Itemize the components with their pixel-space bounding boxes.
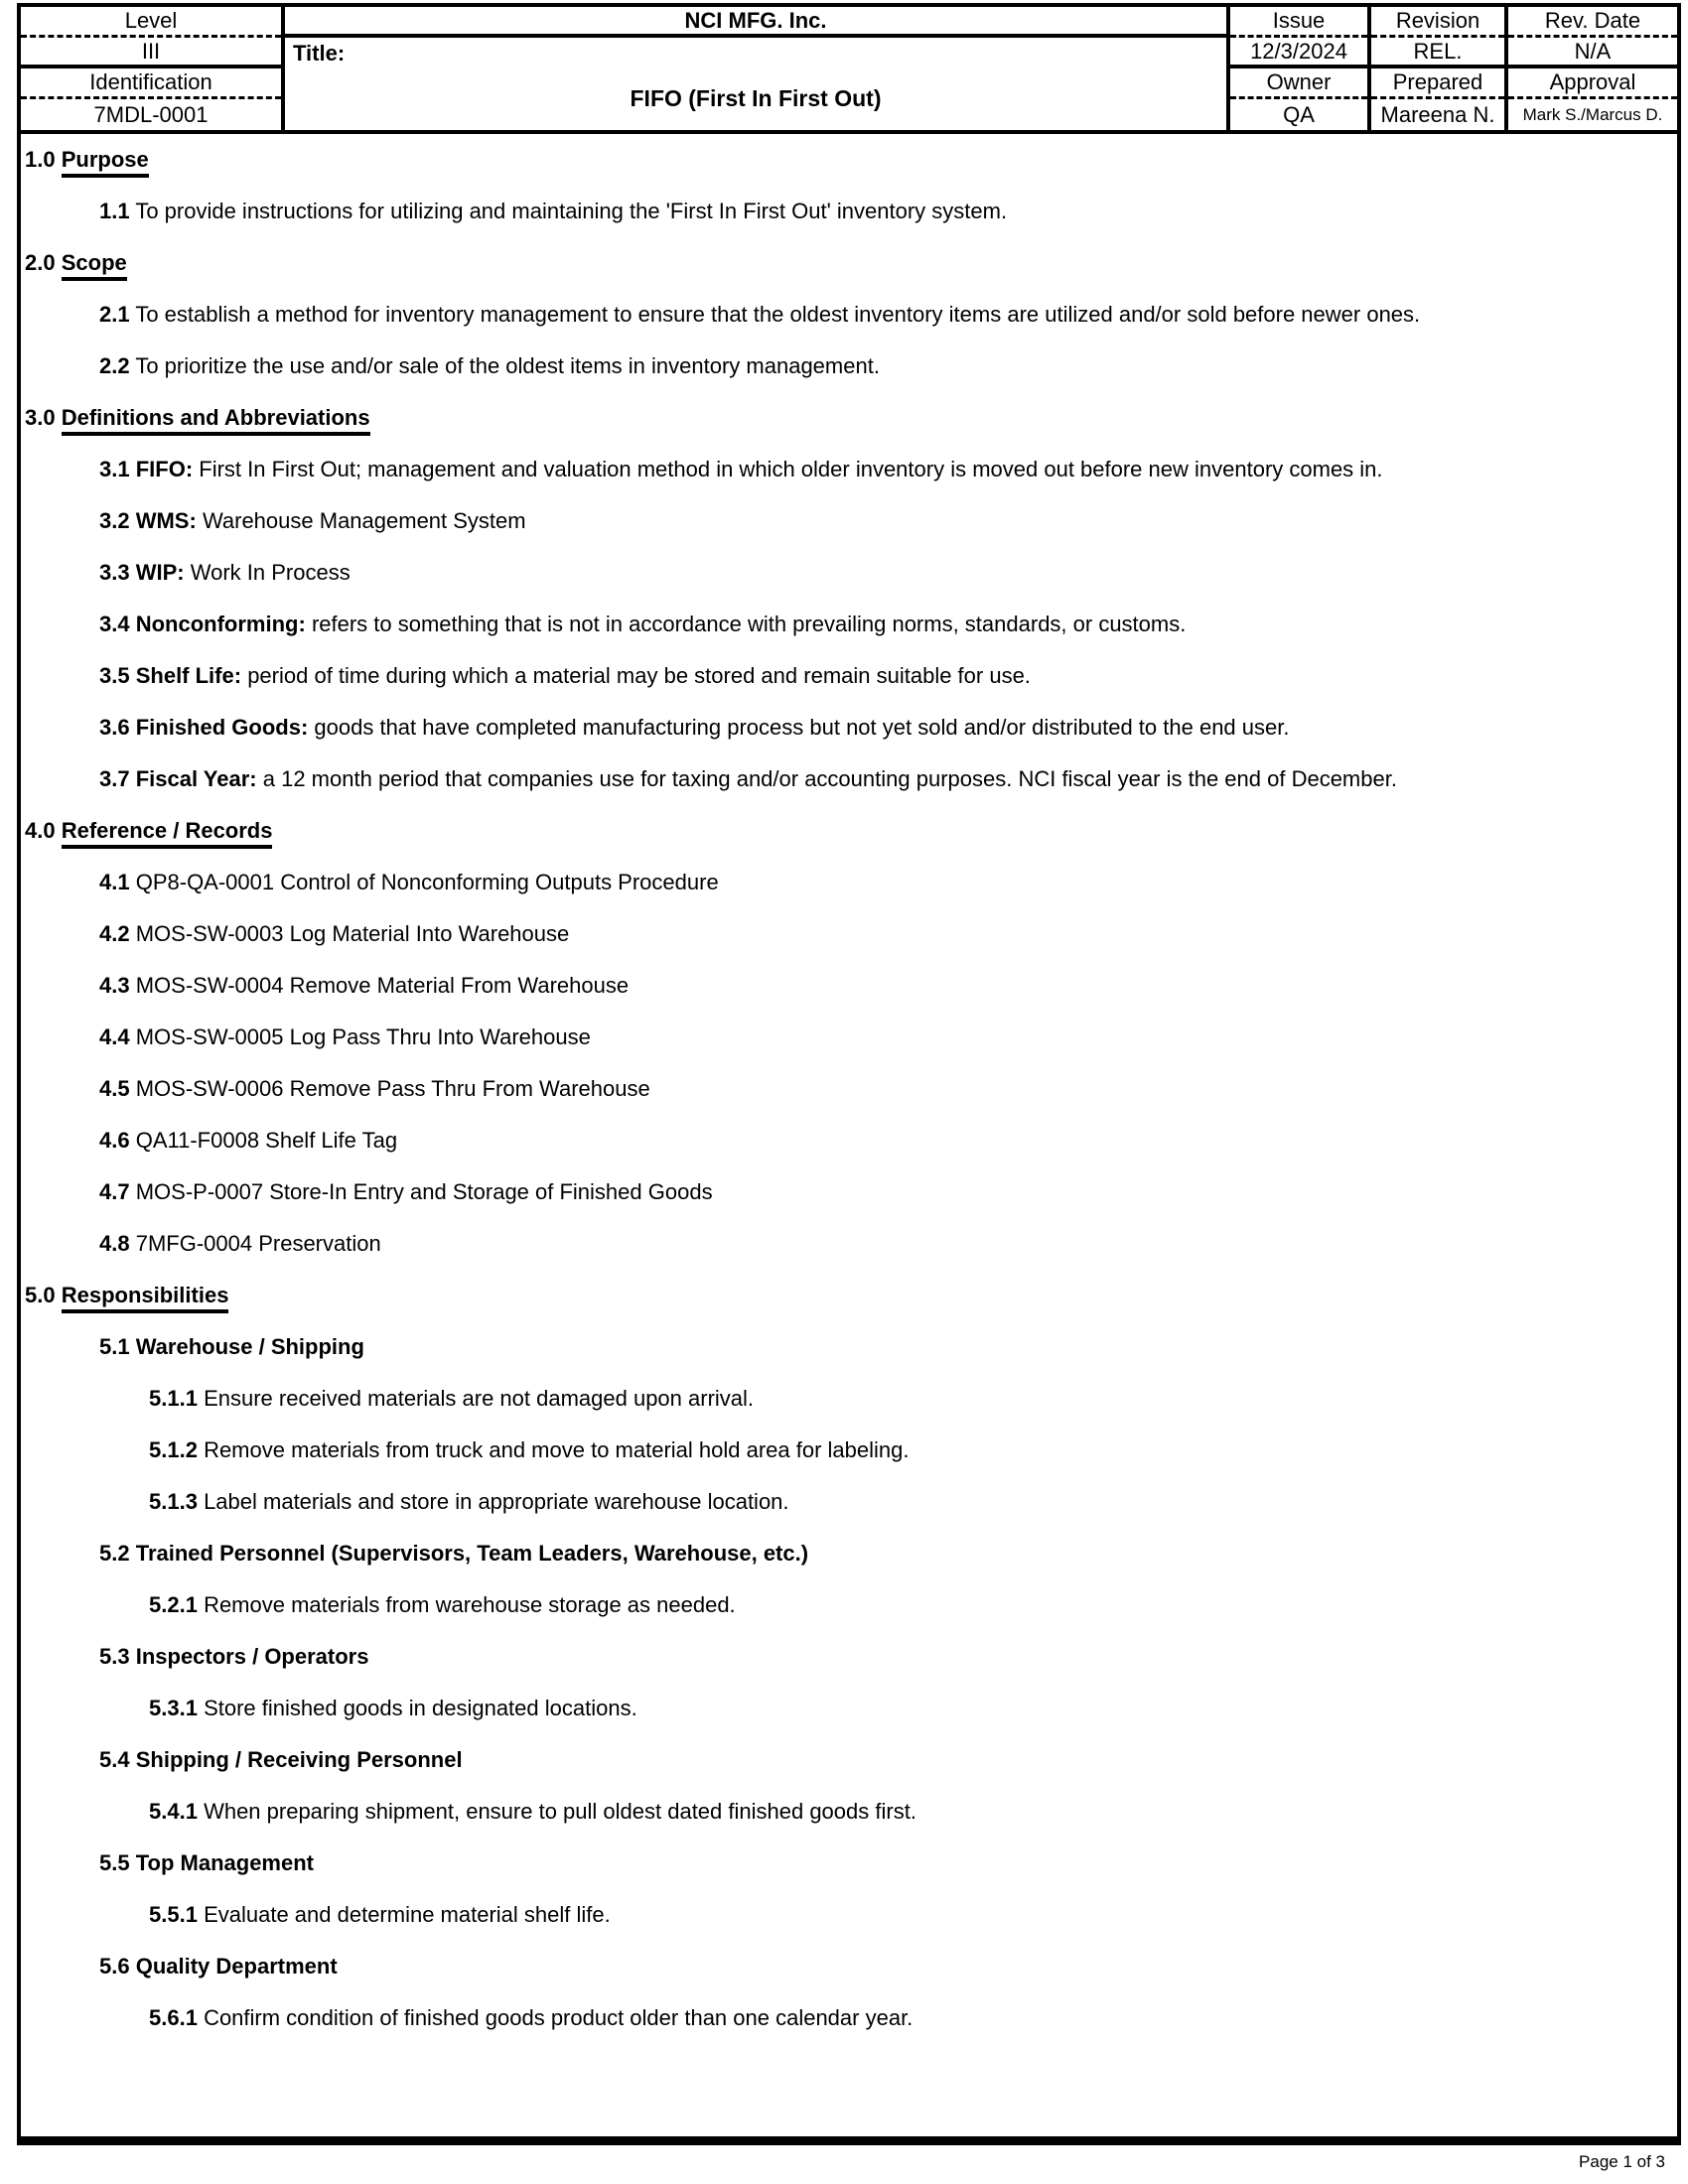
item — [99, 1330, 1478, 1363]
item-text: MOS-SW-0004 Remove Material From Warehouse — [135, 973, 630, 998]
section-number: 1.0 — [25, 147, 56, 172]
item-term: Shelf Life: — [135, 663, 242, 688]
section-number: 5.0 — [25, 1283, 56, 1307]
item-term: Nonconforming: — [135, 612, 306, 636]
item-number: 3.3 — [99, 560, 130, 585]
item-text: QP8-QA-0001 Control of Nonconforming Outputs Procedure — [135, 870, 719, 894]
item-number: 5.6 — [99, 1954, 130, 1979]
item — [99, 1021, 1478, 1053]
subitem-text: Remove materials from truck and move to material hold area for labeling. — [204, 1437, 910, 1462]
item-text: First In First Out; management and valuation method in which older inventory is moved out before new inventory comes in. — [199, 457, 1383, 481]
item — [99, 1640, 1478, 1673]
header-table — [21, 7, 1677, 134]
prepared-label-cell: Prepared — [1371, 68, 1504, 99]
header-col-level-identification — [21, 7, 285, 130]
subitem — [149, 2001, 1478, 2034]
item-term: Shipping / Receiving Personnel — [135, 1747, 463, 1772]
item-term: Quality Department — [135, 1954, 338, 1979]
item-text: period of time during which a material may be stored and remain suitable for use. — [247, 663, 1031, 688]
section-title: Scope — [62, 250, 127, 281]
item-text: 7MFG-0004 Preservation — [135, 1231, 381, 1256]
subitem-text: Store finished goods in designated locations. — [204, 1696, 637, 1720]
subitem — [149, 1588, 1478, 1621]
item — [99, 1846, 1478, 1879]
item-number: 2.2 — [99, 353, 130, 378]
subitem — [149, 1898, 1478, 1931]
item-number: 5.4 — [99, 1747, 130, 1772]
subitem-number: 5.3.1 — [149, 1696, 198, 1720]
item-number: 4.3 — [99, 973, 130, 998]
header-col-issue-owner — [1230, 7, 1371, 130]
page-border-frame — [17, 3, 1681, 2145]
item-text: goods that have completed manufacturing process but not yet sold and/or distributed to the end user. — [314, 715, 1290, 740]
prepared-value-cell: Mareena N. — [1380, 101, 1495, 127]
item — [99, 711, 1478, 744]
item-text: MOS-SW-0006 Remove Pass Thru From Warehouse — [135, 1076, 650, 1101]
item-term: Fiscal Year: — [135, 766, 257, 791]
revision-value-cell: REL. — [1371, 38, 1504, 68]
item — [99, 1175, 1478, 1208]
header-col-revision-prepared — [1371, 7, 1508, 130]
subitem-number: 5.1.3 — [149, 1489, 198, 1514]
item-number: 3.7 — [99, 766, 130, 791]
subitem — [149, 1382, 1478, 1415]
section-heading — [25, 401, 1478, 434]
owner-label-cell: Owner — [1230, 68, 1367, 99]
section-title: Responsibilities — [62, 1283, 229, 1313]
item-text: MOS-SW-0003 Log Material Into Warehouse — [135, 921, 570, 946]
item-number: 4.6 — [99, 1128, 130, 1153]
section-title: Reference / Records — [62, 818, 273, 849]
item — [99, 453, 1478, 485]
subitem-text: Evaluate and determine material shelf life. — [204, 1902, 611, 1927]
item-number: 3.4 — [99, 612, 130, 636]
item-text: Warehouse Management System — [202, 508, 526, 533]
item-text: To provide instructions for utilizing and maintaining the 'First In First Out' inventory system. — [135, 199, 1008, 223]
subitem-text: When preparing shipment, ensure to pull oldest dated finished goods first. — [204, 1799, 916, 1824]
company-name-cell: NCI MFG. Inc. — [285, 7, 1226, 38]
section-heading — [25, 814, 1478, 847]
item — [99, 1950, 1478, 1982]
item-term: Inspectors / Operators — [135, 1644, 369, 1669]
item-number: 3.6 — [99, 715, 130, 740]
item-number: 4.1 — [99, 870, 130, 894]
rev-date-value-cell: N/A — [1508, 38, 1677, 68]
item-number: 4.4 — [99, 1024, 130, 1049]
subitem — [149, 1692, 1478, 1724]
item — [99, 349, 1478, 382]
item-text: To establish a method for inventory management to ensure that the oldest inventory items are utilized and/or sold before newer ones. — [135, 302, 1421, 327]
footer-page-number: Page 1 of 3 — [1579, 2152, 1665, 2171]
item-term: Trained Personnel (Supervisors, Team Leaders, Warehouse, etc.) — [135, 1541, 809, 1566]
header-col-revdate-approval — [1508, 7, 1677, 130]
level-value-cell: III — [21, 38, 281, 68]
item — [99, 1124, 1478, 1157]
item — [99, 1072, 1478, 1105]
item-term: WMS: — [135, 508, 197, 533]
section-number: 4.0 — [25, 818, 56, 843]
item — [99, 195, 1478, 227]
subitem-text: Label materials and store in appropriate warehouse location. — [204, 1489, 789, 1514]
subitem — [149, 1433, 1478, 1466]
subitem-text: Confirm condition of finished goods product older than one calendar year. — [204, 2005, 914, 2030]
item-text: Work In Process — [190, 560, 351, 585]
title-cell — [285, 38, 1226, 130]
item — [99, 1743, 1478, 1776]
item-number: 4.8 — [99, 1231, 130, 1256]
item-number: 5.3 — [99, 1644, 130, 1669]
section-heading — [25, 246, 1478, 279]
level-label-cell: Level — [21, 7, 281, 38]
item-number: 1.1 — [99, 199, 130, 223]
section-title: Purpose — [62, 147, 149, 178]
owner-value-cell: QA — [1283, 101, 1315, 127]
subitem-number: 5.4.1 — [149, 1799, 198, 1824]
title-label: Title: — [293, 41, 346, 66]
subitem — [149, 1485, 1478, 1518]
item-term: Finished Goods: — [135, 715, 309, 740]
item-number: 5.2 — [99, 1541, 130, 1566]
subitem-text: Ensure received materials are not damaged upon arrival. — [204, 1386, 755, 1411]
content — [21, 134, 1677, 2034]
subitem-number: 5.2.1 — [149, 1592, 198, 1617]
identification-label-cell: Identification — [21, 68, 281, 99]
item — [99, 917, 1478, 950]
section-heading — [25, 143, 1478, 176]
revision-label-cell: Revision — [1371, 7, 1504, 38]
item — [99, 556, 1478, 589]
item-number: 2.1 — [99, 302, 130, 327]
subitem-number: 5.1.1 — [149, 1386, 198, 1411]
item-number: 3.5 — [99, 663, 130, 688]
header-col-title — [285, 7, 1230, 130]
issue-value-cell: 12/3/2024 — [1230, 38, 1367, 68]
rev-date-label-cell: Rev. Date — [1508, 7, 1677, 38]
item — [99, 1537, 1478, 1570]
item-text: refers to something that is not in accordance with prevailing norms, standards, or customs. — [311, 612, 1187, 636]
subitem-number: 5.1.2 — [149, 1437, 198, 1462]
item-term: Top Management — [135, 1850, 314, 1875]
item — [99, 608, 1478, 640]
subitem-text: Remove materials from warehouse storage as needed. — [204, 1592, 736, 1617]
item — [99, 504, 1478, 537]
item-number: 5.1 — [99, 1334, 130, 1359]
item-number: 4.2 — [99, 921, 130, 946]
subitem — [149, 1795, 1478, 1828]
item-number: 4.7 — [99, 1179, 130, 1204]
item-number: 3.1 — [99, 457, 130, 481]
item-text: To prioritize the use and/or sale of the oldest items in inventory management. — [135, 353, 880, 378]
item — [99, 1227, 1478, 1260]
item-text: MOS-SW-0005 Log Pass Thru Into Warehouse — [135, 1024, 591, 1049]
item — [99, 866, 1478, 898]
issue-label-cell: Issue — [1230, 7, 1367, 38]
item-text: QA11-F0008 Shelf Life Tag — [135, 1128, 398, 1153]
identification-value-cell: 7MDL-0001 — [93, 101, 209, 127]
subitem-number: 5.5.1 — [149, 1902, 198, 1927]
item-number: 5.5 — [99, 1850, 130, 1875]
approval-label-cell: Approval — [1508, 68, 1677, 99]
item-term: Warehouse / Shipping — [135, 1334, 364, 1359]
item-text: a 12 month period that companies use for taxing and/or accounting purposes. NCI fiscal year is the end of December. — [262, 766, 1397, 791]
item-term: WIP: — [135, 560, 185, 585]
section-number: 2.0 — [25, 250, 56, 275]
item — [99, 659, 1478, 692]
item — [99, 969, 1478, 1002]
subitem-number: 5.6.1 — [149, 2005, 198, 2030]
section-number: 3.0 — [25, 405, 56, 430]
item-term: FIFO: — [135, 457, 194, 481]
item-number: 3.2 — [99, 508, 130, 533]
item-number: 4.5 — [99, 1076, 130, 1101]
section-title: Definitions and Abbreviations — [62, 405, 370, 436]
item-text: MOS-P-0007 Store-In Entry and Storage of Finished Goods — [135, 1179, 713, 1204]
item — [99, 762, 1478, 795]
document-title: FIFO (First In First Out) — [630, 84, 882, 111]
item — [99, 298, 1478, 331]
section-heading — [25, 1279, 1478, 1311]
approval-value-cell: Mark S./Marcus D. — [1522, 105, 1663, 124]
